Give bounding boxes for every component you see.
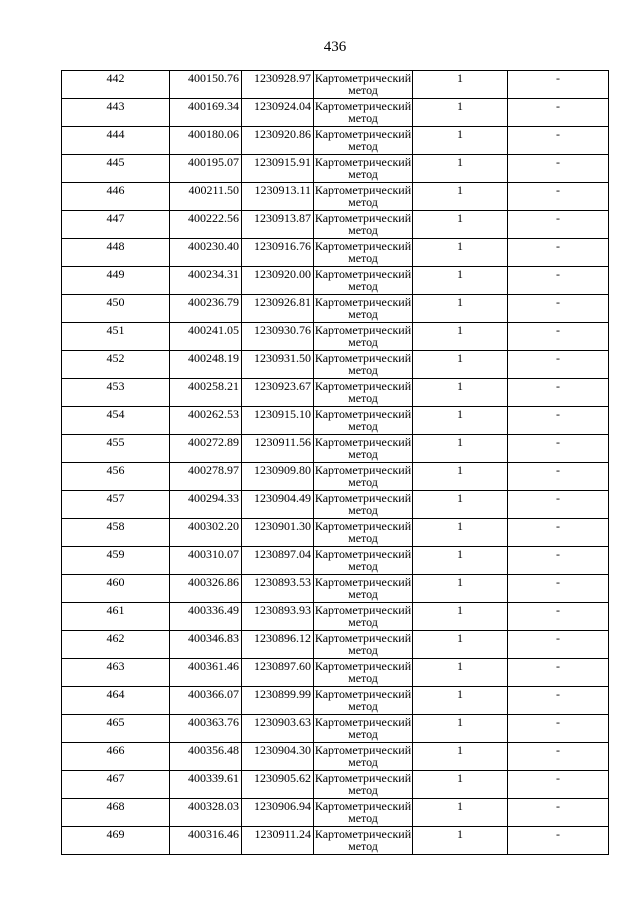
y-coordinate-cell: 1230923.67: [242, 379, 314, 407]
y-coordinate-cell: 1230931.50: [242, 351, 314, 379]
count-cell: 1: [413, 575, 508, 603]
point-number-cell: 443: [62, 99, 170, 127]
point-number-cell: 445: [62, 155, 170, 183]
method-cell: [314, 435, 413, 463]
x-coordinate-cell: 400262.53: [170, 407, 242, 435]
dash-cell: -: [508, 659, 609, 687]
point-number-cell: 450: [62, 295, 170, 323]
point-number-cell: 463: [62, 659, 170, 687]
table-row: [62, 379, 609, 407]
y-coordinate-cell: 1230905.62: [242, 771, 314, 799]
dash-cell: -: [508, 827, 609, 855]
point-number-cell: 458: [62, 519, 170, 547]
y-coordinate-cell: 1230909.80: [242, 463, 314, 491]
method-cell: [314, 379, 413, 407]
dash-cell: -: [508, 575, 609, 603]
x-coordinate-cell: 400356.48: [170, 743, 242, 771]
y-coordinate-cell: 1230904.49: [242, 491, 314, 519]
method-text: Картометрический метод: [314, 716, 412, 741]
y-coordinate-cell: 1230920.00: [242, 267, 314, 295]
x-coordinate-cell: 400180.06: [170, 127, 242, 155]
count-cell: 1: [413, 295, 508, 323]
table-row: [62, 323, 609, 351]
method-cell: [314, 631, 413, 659]
method-text: Картометрический метод: [314, 100, 412, 125]
table-row: [62, 547, 609, 575]
method-cell: [314, 575, 413, 603]
table-row: [62, 659, 609, 687]
method-text: Картометрический метод: [314, 380, 412, 405]
point-number-cell: 444: [62, 127, 170, 155]
x-coordinate-cell: 400302.20: [170, 519, 242, 547]
method-cell: [314, 547, 413, 575]
count-cell: 1: [413, 827, 508, 855]
method-text: Картометрический метод: [314, 436, 412, 461]
dash-cell: -: [508, 519, 609, 547]
method-cell: [314, 491, 413, 519]
method-cell: [314, 687, 413, 715]
method-text: Картометрический метод: [314, 464, 412, 489]
method-cell: [314, 183, 413, 211]
count-cell: 1: [413, 743, 508, 771]
dash-cell: -: [508, 435, 609, 463]
y-coordinate-cell: 1230906.94: [242, 799, 314, 827]
point-number-cell: 453: [62, 379, 170, 407]
table-row: [62, 715, 609, 743]
dash-cell: -: [508, 547, 609, 575]
dash-cell: -: [508, 743, 609, 771]
table-row: [62, 519, 609, 547]
table-row: [62, 687, 609, 715]
point-number-cell: 448: [62, 239, 170, 267]
y-coordinate-cell: 1230926.81: [242, 295, 314, 323]
table-row: [62, 771, 609, 799]
count-cell: 1: [413, 631, 508, 659]
method-text: Картометрический метод: [314, 240, 412, 265]
count-cell: 1: [413, 351, 508, 379]
y-coordinate-cell: 1230913.87: [242, 211, 314, 239]
method-text: Картометрический метод: [314, 212, 412, 237]
x-coordinate-cell: 400278.97: [170, 463, 242, 491]
table-row: [62, 99, 609, 127]
count-cell: 1: [413, 547, 508, 575]
method-cell: [314, 743, 413, 771]
table-row: [62, 183, 609, 211]
method-cell: [314, 295, 413, 323]
x-coordinate-cell: 400258.21: [170, 379, 242, 407]
x-coordinate-cell: 400366.07: [170, 687, 242, 715]
y-coordinate-cell: 1230901.30: [242, 519, 314, 547]
table-row: [62, 575, 609, 603]
dash-cell: -: [508, 631, 609, 659]
point-number-cell: 457: [62, 491, 170, 519]
table-row: [62, 211, 609, 239]
method-cell: [314, 827, 413, 855]
method-text: Картометрический метод: [314, 744, 412, 769]
dash-cell: -: [508, 351, 609, 379]
coordinates-table-body: [62, 71, 609, 855]
method-text: Картометрический метод: [314, 772, 412, 797]
count-cell: 1: [413, 155, 508, 183]
point-number-cell: 454: [62, 407, 170, 435]
dash-cell: -: [508, 295, 609, 323]
dash-cell: -: [508, 715, 609, 743]
method-text: Картометрический метод: [314, 128, 412, 153]
point-number-cell: 465: [62, 715, 170, 743]
y-coordinate-cell: 1230911.24: [242, 827, 314, 855]
count-cell: 1: [413, 323, 508, 351]
y-coordinate-cell: 1230897.04: [242, 547, 314, 575]
method-cell: [314, 715, 413, 743]
point-number-cell: 460: [62, 575, 170, 603]
x-coordinate-cell: 400339.61: [170, 771, 242, 799]
method-cell: [314, 603, 413, 631]
x-coordinate-cell: 400310.07: [170, 547, 242, 575]
x-coordinate-cell: 400236.79: [170, 295, 242, 323]
y-coordinate-cell: 1230911.56: [242, 435, 314, 463]
dash-cell: -: [508, 183, 609, 211]
count-cell: 1: [413, 799, 508, 827]
table-row: [62, 295, 609, 323]
x-coordinate-cell: 400316.46: [170, 827, 242, 855]
count-cell: 1: [413, 267, 508, 295]
method-cell: [314, 267, 413, 295]
method-cell: [314, 127, 413, 155]
table-row: [62, 127, 609, 155]
point-number-cell: 447: [62, 211, 170, 239]
table-row: [62, 827, 609, 855]
count-cell: 1: [413, 99, 508, 127]
method-text: Картометрический метод: [314, 72, 412, 97]
dash-cell: -: [508, 239, 609, 267]
method-text: Картометрический метод: [314, 296, 412, 321]
y-coordinate-cell: 1230916.76: [242, 239, 314, 267]
method-text: Картометрический метод: [314, 352, 412, 377]
y-coordinate-cell: 1230904.30: [242, 743, 314, 771]
count-cell: 1: [413, 771, 508, 799]
y-coordinate-cell: 1230928.97: [242, 71, 314, 99]
method-text: Картометрический метод: [314, 660, 412, 685]
x-coordinate-cell: 400234.31: [170, 267, 242, 295]
table-row: [62, 491, 609, 519]
point-number-cell: 452: [62, 351, 170, 379]
method-cell: [314, 799, 413, 827]
table-row: [62, 435, 609, 463]
table-row: [62, 71, 609, 99]
y-coordinate-cell: 1230915.91: [242, 155, 314, 183]
method-text: Картометрический метод: [314, 324, 412, 349]
point-number-cell: 461: [62, 603, 170, 631]
count-cell: 1: [413, 407, 508, 435]
dash-cell: -: [508, 71, 609, 99]
y-coordinate-cell: 1230897.60: [242, 659, 314, 687]
dash-cell: -: [508, 323, 609, 351]
x-coordinate-cell: 400211.50: [170, 183, 242, 211]
dash-cell: -: [508, 463, 609, 491]
y-coordinate-cell: 1230893.53: [242, 575, 314, 603]
count-cell: 1: [413, 463, 508, 491]
method-cell: [314, 463, 413, 491]
dash-cell: -: [508, 687, 609, 715]
dash-cell: -: [508, 99, 609, 127]
x-coordinate-cell: 400336.49: [170, 603, 242, 631]
y-coordinate-cell: 1230924.04: [242, 99, 314, 127]
dash-cell: -: [508, 127, 609, 155]
point-number-cell: 446: [62, 183, 170, 211]
y-coordinate-cell: 1230903.63: [242, 715, 314, 743]
coordinates-table: [61, 70, 609, 855]
count-cell: 1: [413, 659, 508, 687]
table-row: [62, 631, 609, 659]
count-cell: 1: [413, 239, 508, 267]
count-cell: 1: [413, 715, 508, 743]
table-row: [62, 799, 609, 827]
y-coordinate-cell: 1230913.11: [242, 183, 314, 211]
x-coordinate-cell: 400328.03: [170, 799, 242, 827]
method-cell: [314, 519, 413, 547]
count-cell: 1: [413, 379, 508, 407]
method-cell: [314, 659, 413, 687]
count-cell: 1: [413, 71, 508, 99]
x-coordinate-cell: 400230.40: [170, 239, 242, 267]
dash-cell: -: [508, 267, 609, 295]
y-coordinate-cell: 1230930.76: [242, 323, 314, 351]
count-cell: 1: [413, 687, 508, 715]
y-coordinate-cell: 1230915.10: [242, 407, 314, 435]
method-cell: [314, 211, 413, 239]
dash-cell: -: [508, 155, 609, 183]
x-coordinate-cell: 400222.56: [170, 211, 242, 239]
point-number-cell: 462: [62, 631, 170, 659]
point-number-cell: 455: [62, 435, 170, 463]
y-coordinate-cell: 1230899.99: [242, 687, 314, 715]
point-number-cell: 459: [62, 547, 170, 575]
count-cell: 1: [413, 519, 508, 547]
point-number-cell: 466: [62, 743, 170, 771]
point-number-cell: 468: [62, 799, 170, 827]
method-text: Картометрический метод: [314, 632, 412, 657]
method-cell: [314, 71, 413, 99]
point-number-cell: 442: [62, 71, 170, 99]
method-text: Картометрический метод: [314, 156, 412, 181]
point-number-cell: 456: [62, 463, 170, 491]
count-cell: 1: [413, 183, 508, 211]
point-number-cell: 464: [62, 687, 170, 715]
table-row: [62, 239, 609, 267]
y-coordinate-cell: 1230893.93: [242, 603, 314, 631]
page-number: 436: [323, 39, 347, 55]
x-coordinate-cell: 400294.33: [170, 491, 242, 519]
method-text: Картометрический метод: [314, 492, 412, 517]
count-cell: 1: [413, 127, 508, 155]
dash-cell: -: [508, 211, 609, 239]
table-row: [62, 603, 609, 631]
count-cell: 1: [413, 603, 508, 631]
method-text: Картометрический метод: [314, 184, 412, 209]
x-coordinate-cell: 400272.89: [170, 435, 242, 463]
x-coordinate-cell: 400361.46: [170, 659, 242, 687]
method-text: Картометрический метод: [314, 268, 412, 293]
x-coordinate-cell: 400248.19: [170, 351, 242, 379]
count-cell: 1: [413, 435, 508, 463]
x-coordinate-cell: 400326.86: [170, 575, 242, 603]
method-cell: [314, 407, 413, 435]
count-cell: 1: [413, 211, 508, 239]
table-row: [62, 743, 609, 771]
dash-cell: -: [508, 799, 609, 827]
dash-cell: -: [508, 407, 609, 435]
method-cell: [314, 351, 413, 379]
table-row: [62, 155, 609, 183]
method-text: Картометрический метод: [314, 576, 412, 601]
count-cell: 1: [413, 491, 508, 519]
dash-cell: -: [508, 771, 609, 799]
method-cell: [314, 323, 413, 351]
point-number-cell: 449: [62, 267, 170, 295]
method-cell: [314, 239, 413, 267]
y-coordinate-cell: 1230920.86: [242, 127, 314, 155]
table-row: [62, 267, 609, 295]
x-coordinate-cell: 400150.76: [170, 71, 242, 99]
method-text: Картометрический метод: [314, 800, 412, 825]
y-coordinate-cell: 1230896.12: [242, 631, 314, 659]
method-text: Картометрический метод: [314, 408, 412, 433]
table-row: [62, 351, 609, 379]
x-coordinate-cell: 400363.76: [170, 715, 242, 743]
point-number-cell: 451: [62, 323, 170, 351]
method-text: Картометрический метод: [314, 548, 412, 573]
x-coordinate-cell: 400241.05: [170, 323, 242, 351]
method-text: Картометрический метод: [314, 688, 412, 713]
x-coordinate-cell: 400169.34: [170, 99, 242, 127]
point-number-cell: 467: [62, 771, 170, 799]
method-text: Картометрический метод: [314, 604, 412, 629]
method-text: Картометрический метод: [314, 828, 412, 853]
x-coordinate-cell: 400195.07: [170, 155, 242, 183]
dash-cell: -: [508, 379, 609, 407]
point-number-cell: 469: [62, 827, 170, 855]
x-coordinate-cell: 400346.83: [170, 631, 242, 659]
method-cell: [314, 99, 413, 127]
dash-cell: -: [508, 603, 609, 631]
method-text: Картометрический метод: [314, 520, 412, 545]
table-row: [62, 407, 609, 435]
method-cell: [314, 771, 413, 799]
dash-cell: -: [508, 491, 609, 519]
method-cell: [314, 155, 413, 183]
table-row: [62, 463, 609, 491]
